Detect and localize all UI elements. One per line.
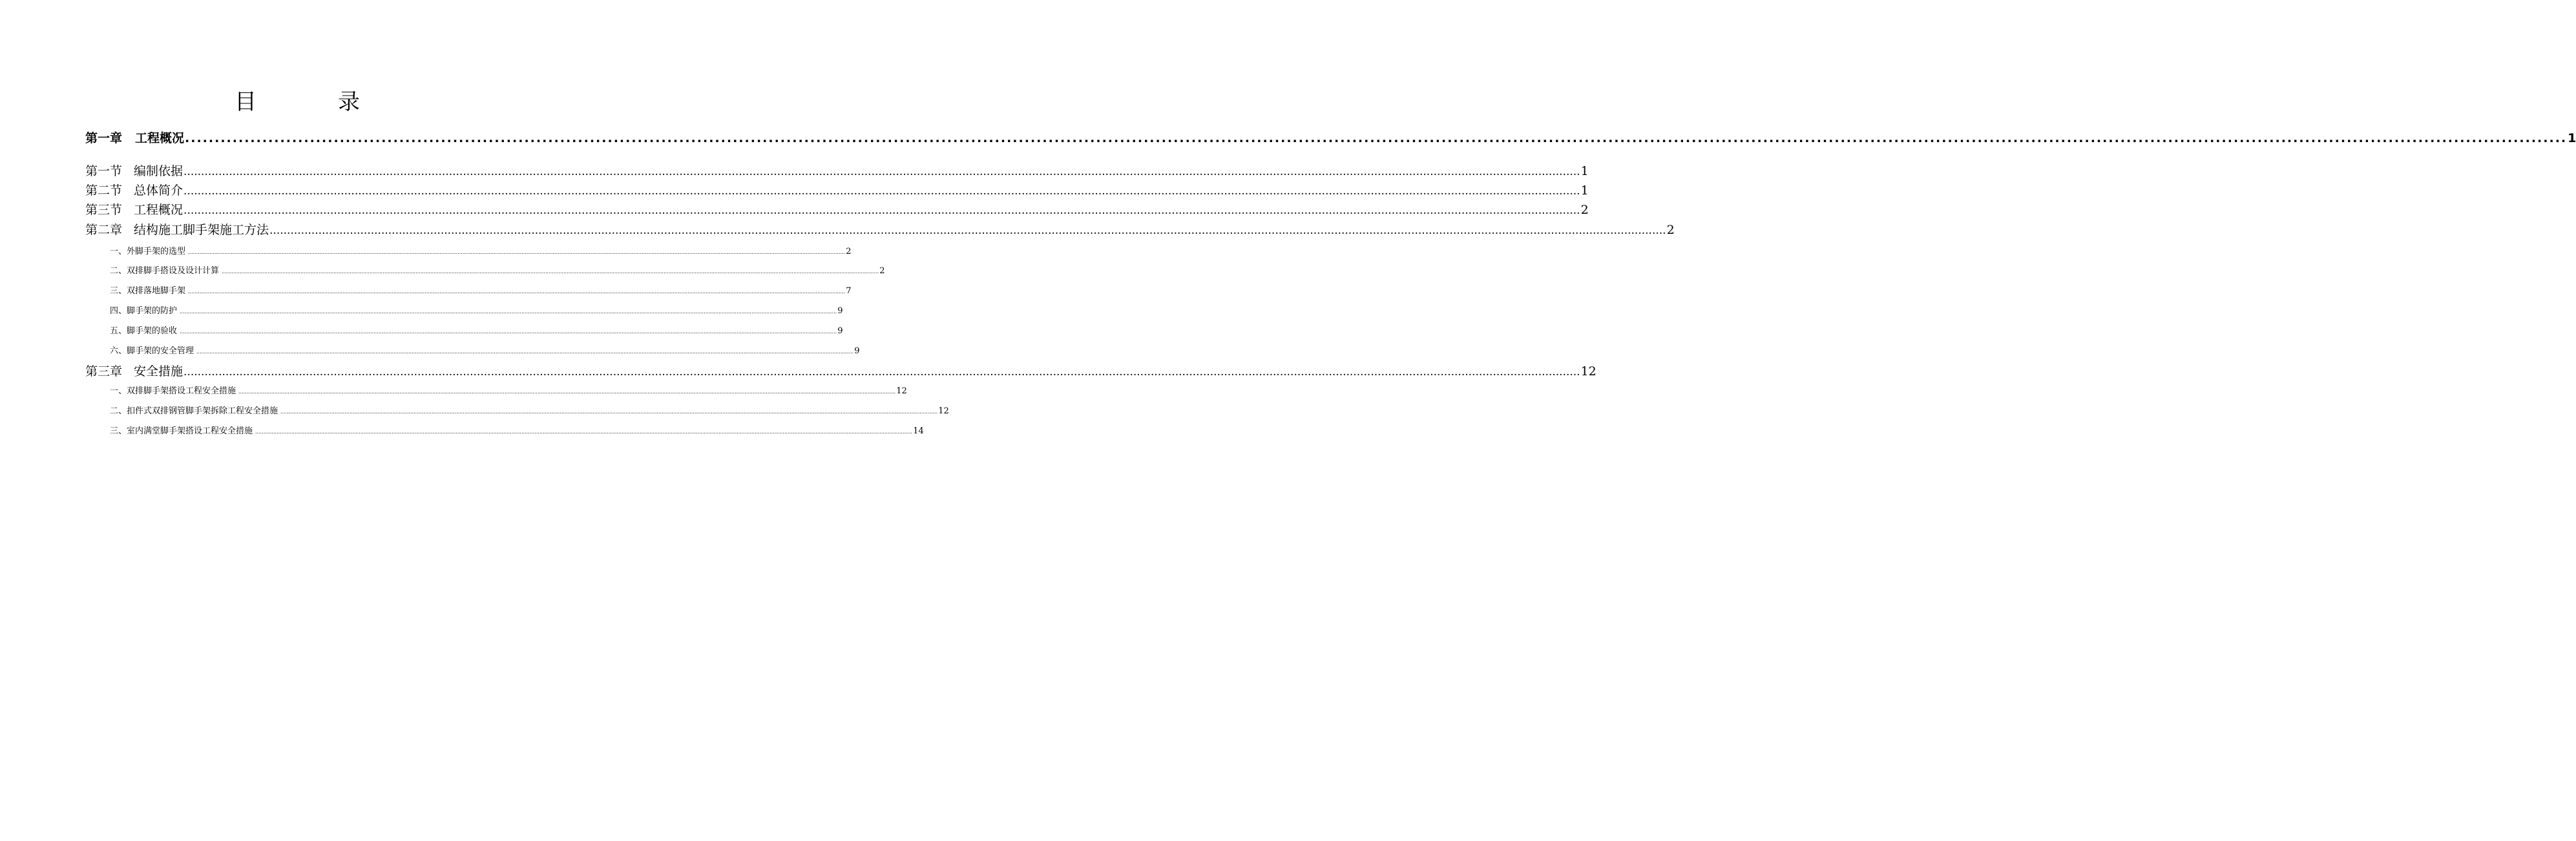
dot-leader: ................................................................................................................................................................................................................................................................................................................................................................................................................	[180, 309, 837, 315]
toc-entry-sub[interactable]	[110, 406, 949, 417]
toc-entry-title: 三、双排落地脚手架	[110, 286, 186, 296]
dot-leader: ................................................................................................................................................................................................................................................................................................................................................................................................................	[183, 366, 1580, 379]
toc-entry-chapter-3[interactable]	[85, 363, 1597, 380]
toc-entry-number: 第二章	[85, 223, 123, 237]
toc-entry-page: 1	[1580, 183, 1589, 198]
toc-entry-title: 工程概况	[135, 131, 185, 145]
page-title: 目 录	[235, 89, 390, 115]
toc-entry-title: 五、脚手架的验收	[110, 326, 178, 336]
toc-entry-title: 二、扣件式双排钢管脚手架拆除工程安全措施	[110, 406, 278, 416]
toc-entry-page: 14	[913, 426, 924, 436]
toc-entry-page: 9	[854, 346, 860, 356]
toc-entry-page: 7	[846, 286, 852, 296]
toc-entry-section-3[interactable]	[85, 202, 1589, 218]
dot-leader: ................................................................................................................................................................................................................................................................................................................................................................................................................	[280, 409, 938, 415]
toc-entry-title: 三、室内满堂脚手架搭设工程安全措施	[110, 426, 253, 436]
toc-entry-sub[interactable]	[110, 326, 843, 337]
dot-leader: ................................................................................................................................................................................................................................................................................................................................................................................................................	[188, 289, 846, 295]
toc-entry-page: 1	[1580, 164, 1589, 178]
toc-entry-section-1[interactable]	[85, 163, 1589, 180]
toc-entry-page: 2	[846, 247, 852, 256]
toc-entry-page: 2	[1580, 203, 1589, 217]
dot-leader: ................................................................................................................................................................................................................................................................................................................................................................................................................	[196, 349, 854, 355]
toc-entry-sub[interactable]	[110, 265, 885, 277]
toc-entry-page: 12	[1580, 364, 1597, 379]
toc-entry-page: 12	[938, 406, 949, 416]
dot-leader: ................................................................................................................................................................................................................................................................................................................................................................................................................	[269, 224, 1666, 237]
dot-leader: ................................................................................................................................................................................................................................................................................................................................................................................................................	[183, 185, 1580, 198]
toc-entry-number: 第二节	[85, 183, 123, 198]
dot-leader: ................................................................................................................................................................................................................................................................................................................................................................................................................	[185, 131, 2568, 145]
toc-entry-page: 9	[837, 306, 843, 316]
dot-leader: ................................................................................................................................................................................................................................................................................................................................................................................................................	[183, 204, 1580, 217]
toc-entry-number: 第三章	[85, 364, 123, 379]
toc-entry-page: 2	[879, 266, 885, 276]
toc-entry-sub[interactable]	[110, 426, 924, 437]
toc-entry-chapter-1[interactable]	[85, 130, 2576, 147]
toc-entry-sub[interactable]	[110, 306, 843, 317]
toc-entry-title: 编制依据	[134, 164, 183, 178]
toc-entry-number: 第一节	[85, 164, 123, 178]
toc-entry-title: 二、双排脚手搭设及设计计算	[110, 266, 220, 276]
dot-leader: ................................................................................................................................................................................................................................................................................................................................................................................................................	[183, 165, 1580, 178]
toc-entry-number: 第三节	[85, 203, 123, 217]
toc-entry-title: 一、外脚手架的选型	[110, 247, 186, 256]
dot-leader: ................................................................................................................................................................................................................................................................................................................................................................................................................	[180, 329, 837, 335]
toc-entry-sub[interactable]	[110, 246, 852, 258]
toc-entry-page: 9	[837, 326, 843, 336]
dot-leader: ................................................................................................................................................................................................................................................................................................................................................................................................................	[255, 429, 913, 435]
toc-entry-title: 一、双排脚手架搭设工程安全措施	[110, 386, 236, 396]
toc-entry-section-2[interactable]	[85, 182, 1589, 199]
toc-entry-sub[interactable]	[110, 346, 860, 357]
dot-leader: ................................................................................................................................................................................................................................................................................................................................................................................................................	[238, 389, 896, 395]
dot-leader: ................................................................................................................................................................................................................................................................................................................................................................................................................	[188, 249, 846, 255]
toc-entry-sub[interactable]	[110, 286, 852, 297]
toc-entry-page: 1	[2568, 131, 2576, 145]
toc-entry-sub[interactable]	[110, 386, 907, 397]
toc-entry-chapter-2[interactable]	[85, 222, 1675, 238]
toc-entry-title: 四、脚手架的防护	[110, 306, 178, 316]
toc-entry-title: 结构施工脚手架施工方法	[134, 223, 269, 237]
toc-entry-page: 12	[896, 386, 907, 396]
toc-entry-number: 第一章	[85, 131, 123, 145]
toc-entry-title: 六、脚手架的安全管理	[110, 346, 194, 356]
toc-entry-title: 总体简介	[134, 183, 183, 198]
toc-entry-page: 2	[1666, 223, 1675, 237]
toc-entry-title: 安全措施	[134, 364, 183, 379]
toc-entry-title: 工程概况	[134, 203, 183, 217]
dot-leader: ................................................................................................................................................................................................................................................................................................................................................................................................................	[222, 269, 879, 275]
